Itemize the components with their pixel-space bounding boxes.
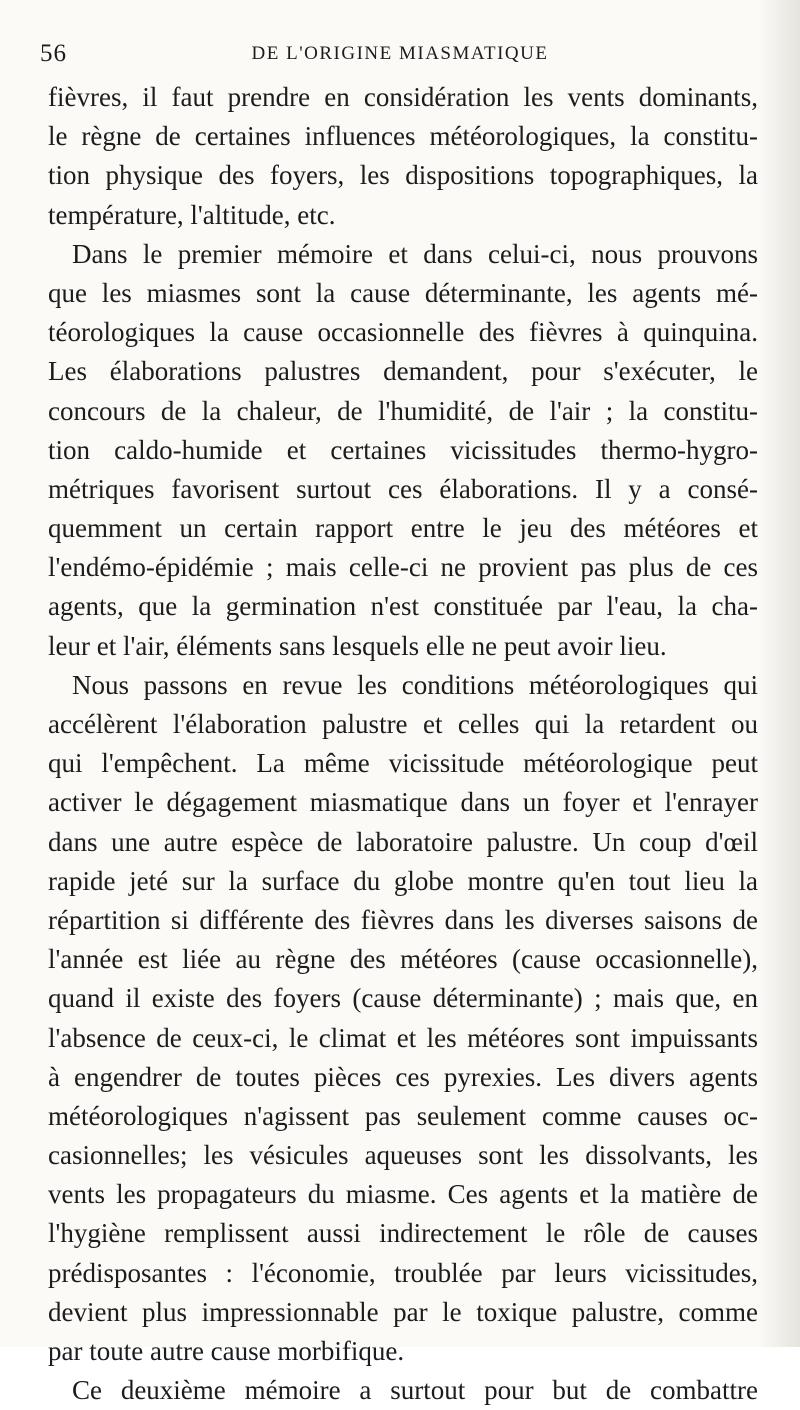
text-line: fièvres, il faut prendre en considération les vents dominants,	[48, 82, 758, 112]
text-line: l'absence de ceux-ci, le climat et les météores sont impuissants	[48, 1022, 758, 1053]
text-line: Nous passons en revue les conditions météorologiques qui	[72, 669, 758, 700]
text-line: leur et l'air, éléments sans lesquels elle ne peut avoir lieu.	[48, 630, 667, 661]
text-line: l'endémo-épidémie ; mais celle-ci ne provient pas plus de ces	[48, 552, 758, 583]
running-title: DE L'ORIGINE MIASMATIQUE	[251, 43, 549, 64]
text-line: quand il existe des foyers (cause déterminante) ; mais que, en	[48, 983, 758, 1014]
text-line: l'hygiène remplissent aussi indirectement le rôle de causes	[48, 1218, 758, 1249]
body-text	[48, 78, 758, 1410]
text-line: vents les propagateurs du miasme. Ces agents et la matière de	[48, 1179, 758, 1210]
text-line: Les élaborations palustres demandent, pour s'exécuter, le	[48, 356, 758, 387]
text-line: Ce deuxième mémoire a surtout pour but de combattre	[72, 1375, 758, 1406]
text-line: par toute autre cause morbifique.	[48, 1336, 405, 1366]
text-line: agents, que la germination n'est constituée par l'eau, la cha-	[48, 591, 758, 622]
text-line: température, l'altitude, etc.	[48, 199, 336, 230]
binding-shadow	[758, 0, 800, 1347]
text-line: accélèrent l'élaboration palustre et celles qui la retardent ou	[48, 709, 758, 739]
text-line: répartition si différente des fièvres dans les diverses saisons de	[48, 904, 758, 935]
text-line: activer le dégagement miasmatique dans un foyer et l'enrayer	[48, 787, 758, 818]
text-line: téorologiques la cause occasionnelle des fièvres à quinquina.	[48, 317, 758, 348]
text-line: casionnelles; les vésicules aqueuses sont les dissolvants, les	[48, 1140, 758, 1171]
text-line: à engendrer de toutes pièces ces pyrexies. Les divers agents	[48, 1061, 758, 1092]
text-line: métriques favorisent surtout ces élaborations. Il y a consé-	[48, 473, 758, 504]
page-number: 56	[40, 40, 67, 67]
text-line: qui l'empêchent. La même vicissitude météorologique peut	[48, 748, 758, 779]
text-line: l'année est liée au règne des météores (cause occasionnelle),	[48, 944, 758, 975]
text-line: concours de la chaleur, de l'humidité, de l'air ; la constitu-	[48, 395, 758, 426]
text-line: météorologiques n'agissent pas seulement comme causes oc-	[48, 1100, 758, 1131]
text-line: Dans le premier mémoire et dans celui-ci, nous prouvons	[72, 238, 758, 269]
page-header	[40, 40, 760, 74]
text-line: rapide jeté sur la surface du globe montre qu'en tout lieu la	[48, 865, 758, 896]
text-line: dans une autre espèce de laboratoire palustre. Un coup d'œil	[48, 826, 758, 857]
text-line: devient plus impressionnable par le toxique palustre, comme	[48, 1296, 758, 1327]
text-line: quemment un certain rapport entre le jeu des météores et	[48, 513, 758, 544]
text-line: que les miasmes sont la cause déterminante, les agents mé-	[48, 277, 758, 308]
text-line: tion caldo-humide et certaines vicissitudes thermo-hygro-	[48, 434, 758, 465]
text-line: tion physique des foyers, les dispositions topographiques, la	[48, 160, 758, 191]
text-line: prédisposantes : l'économie, troublée par leurs vicissitudes,	[48, 1257, 758, 1288]
text-line: le règne de certaines influences météorologiques, la constitu-	[48, 121, 758, 152]
